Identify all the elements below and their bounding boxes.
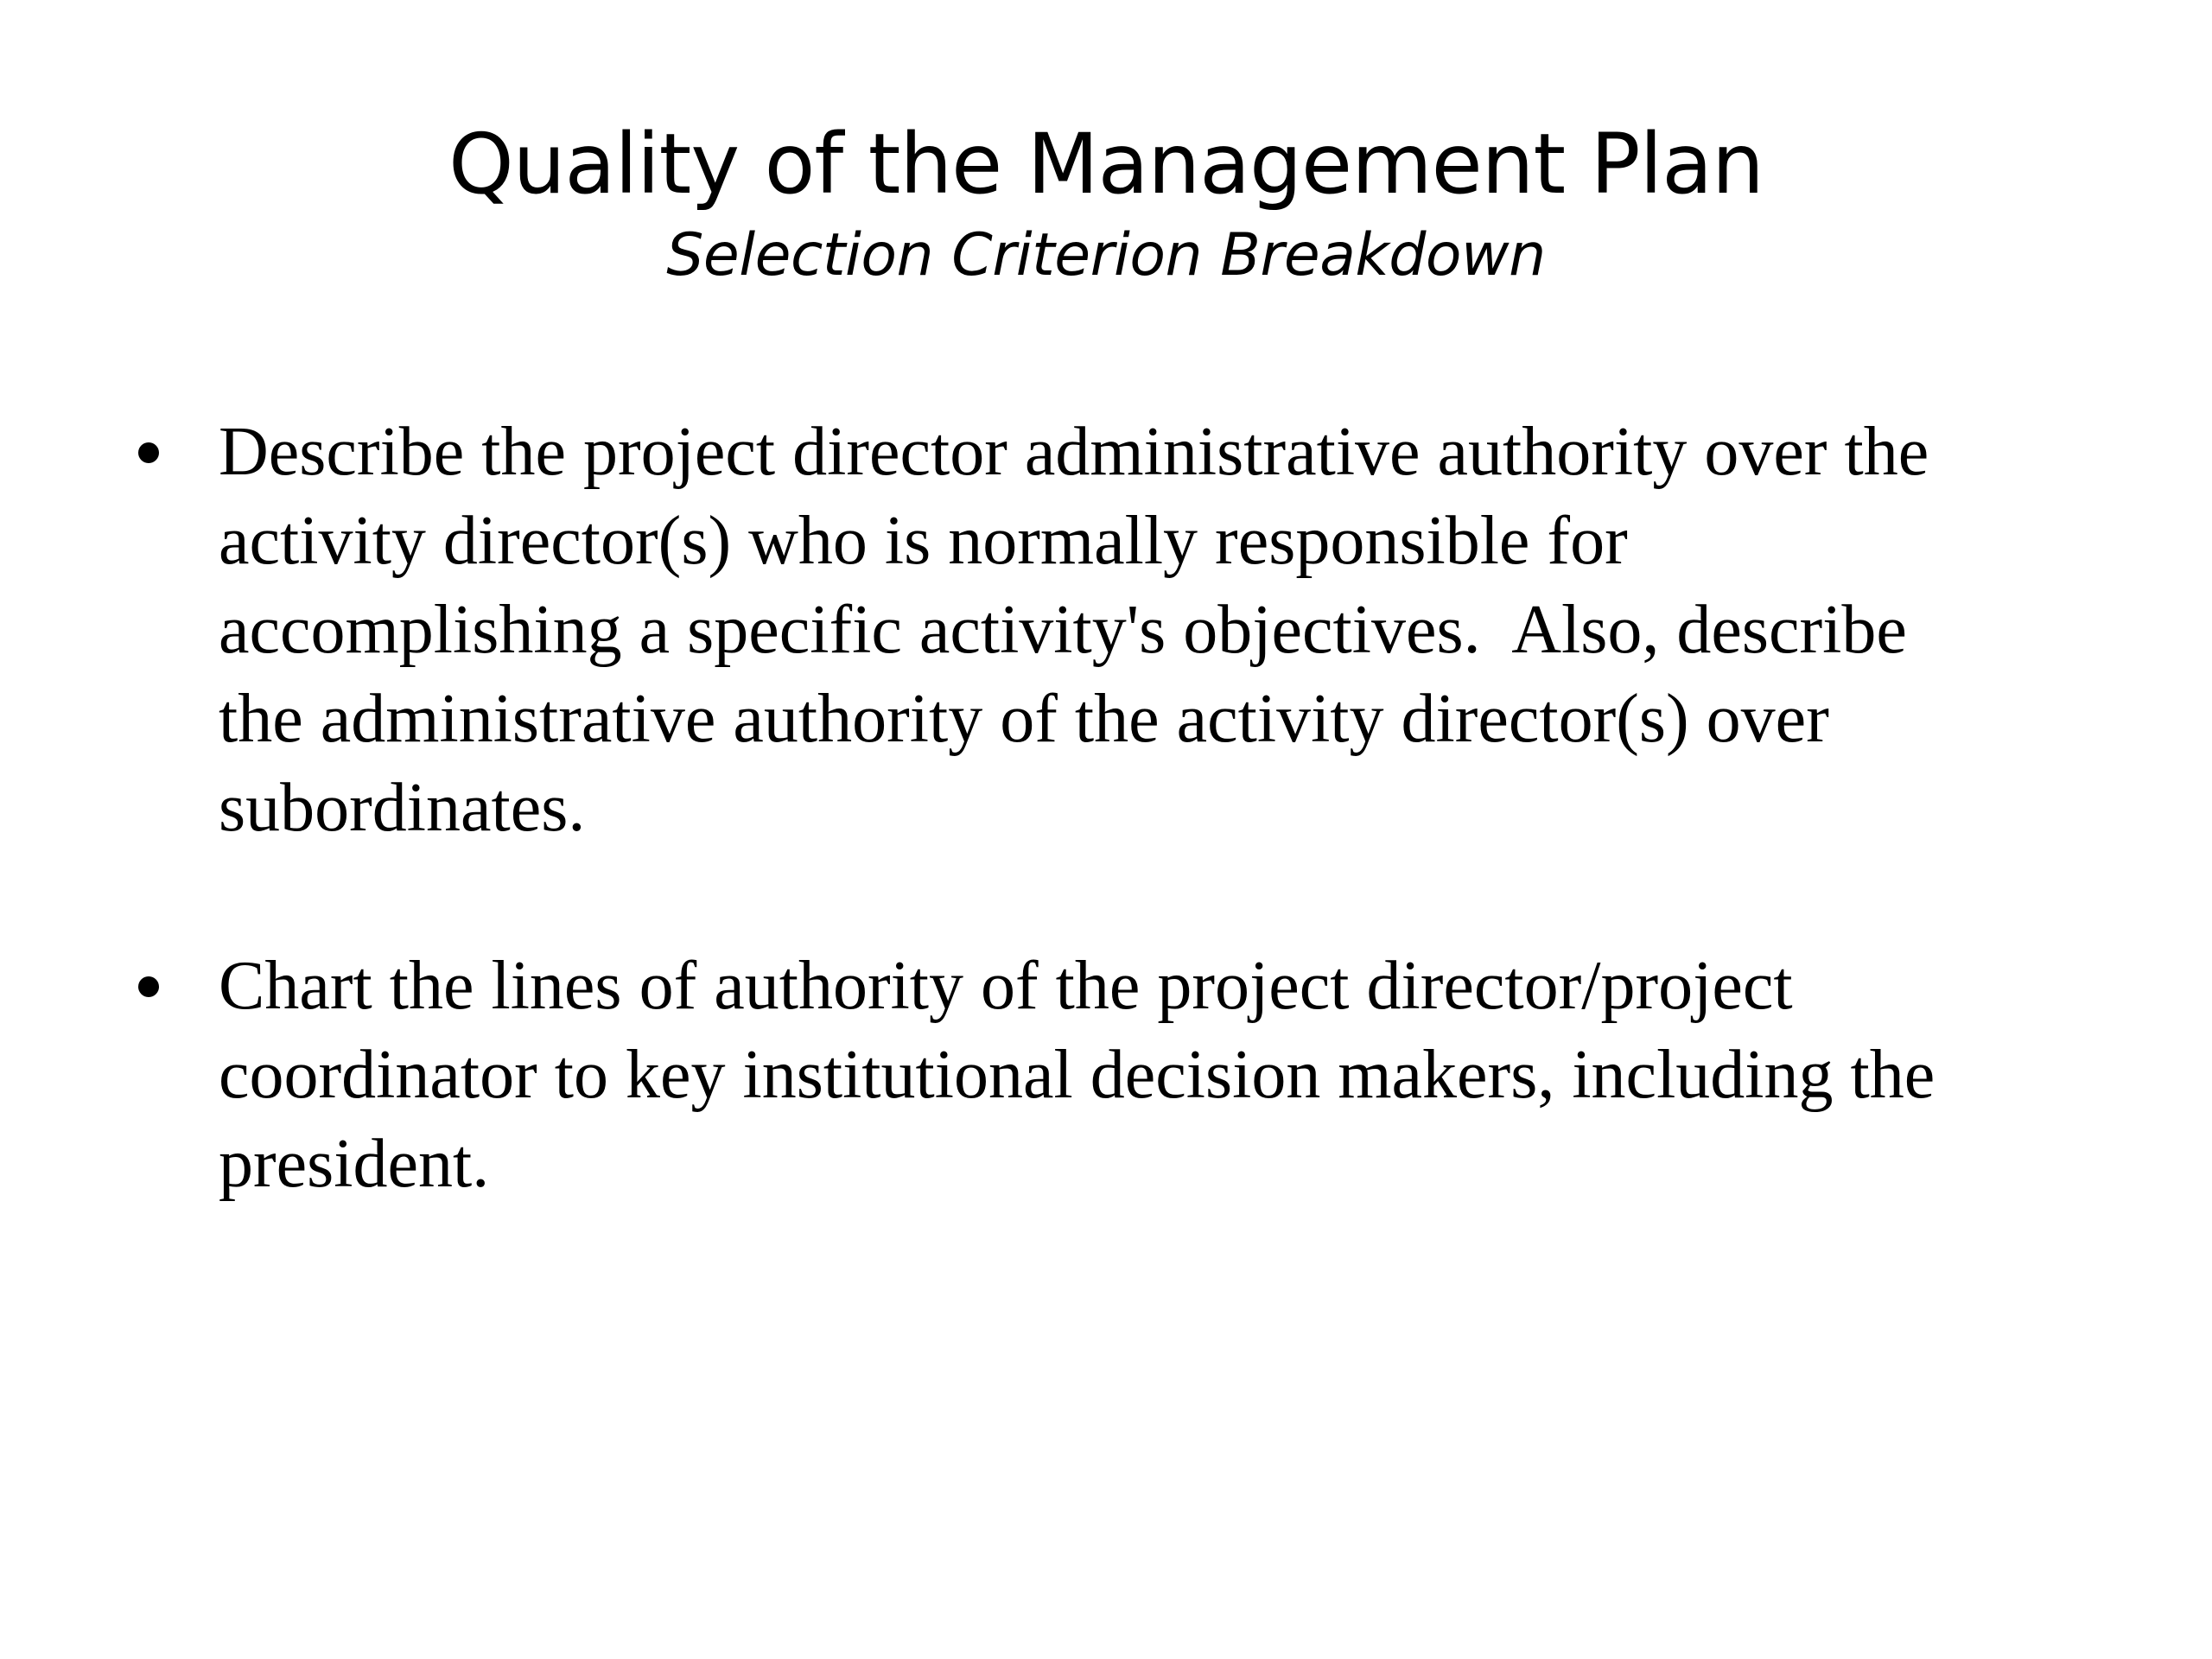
slide-title: Quality of the Management Plan bbox=[448, 116, 1764, 213]
bullet-line: Chart the lines of authority of the project director/project bbox=[219, 948, 1793, 1024]
bullet-dot-icon bbox=[138, 442, 159, 463]
bullet-line: Describe the project director administrative authority over the bbox=[219, 414, 1929, 490]
bullet-line: activity director(s) who is normally responsible for bbox=[219, 503, 1628, 579]
bullet-line: the administrative authority of the activity director(s) over bbox=[219, 681, 1829, 757]
bullet-item-2 bbox=[0, 942, 2085, 1209]
bullet-line: accomplishing a specific activity's objectives. Also, describe bbox=[219, 592, 1907, 668]
bullet-dot-icon bbox=[138, 976, 159, 997]
bullet-item-1 bbox=[0, 408, 2085, 853]
bullet-line: president. bbox=[219, 1126, 490, 1202]
bullet-list bbox=[0, 408, 2212, 1298]
slide-subtitle: Selection Criterion Breakdown bbox=[666, 221, 1546, 289]
title-block bbox=[0, 111, 2212, 294]
bullet-line: coordinator to key institutional decision makers, including the bbox=[219, 1037, 1936, 1113]
bullet-line: subordinates. bbox=[219, 770, 586, 846]
